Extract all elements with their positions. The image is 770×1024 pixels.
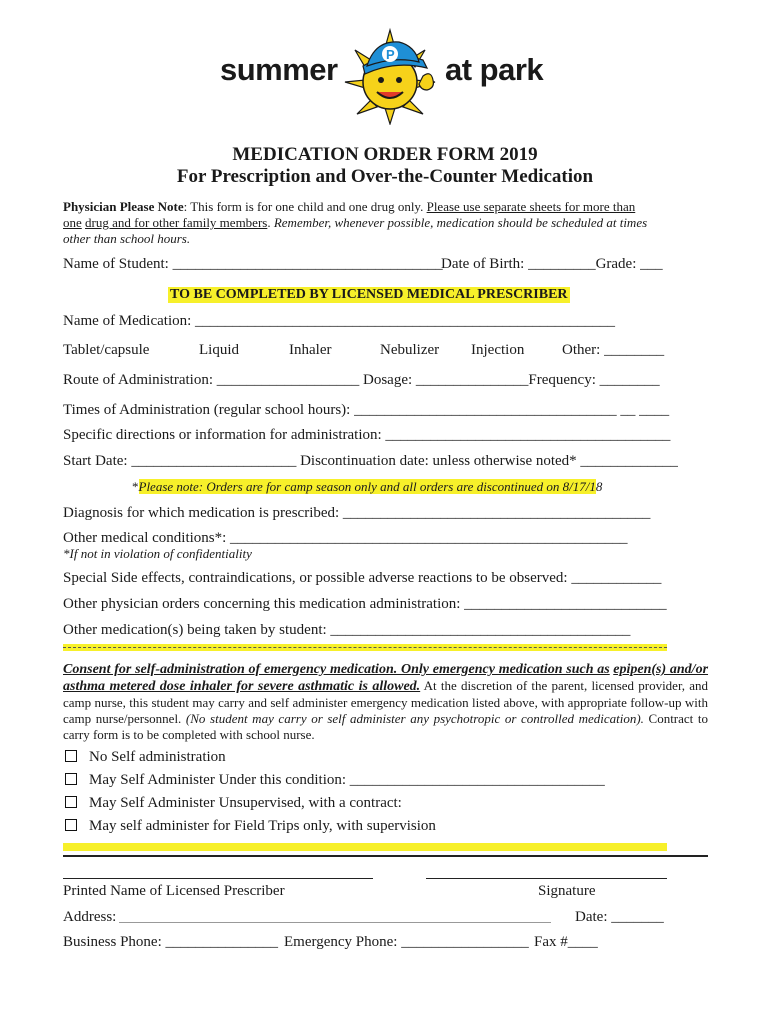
business-phone-field[interactable]: Business Phone: _______________ <box>63 934 279 950</box>
fax-field[interactable]: Fax #____ <box>534 934 598 950</box>
dob-grade-field[interactable]: Date of Birth: _________Grade: ___ <box>441 256 663 272</box>
start-discontinuation-field[interactable]: Start Date: ______________________ Discontinuation date: unless otherwise noted* _____________ <box>63 453 678 469</box>
option-self-administer-condition[interactable]: May Self Administer Under this condition: __________________________________ <box>65 772 605 789</box>
route-dosage-frequency-field[interactable]: Route of Administration: ___________________ Dosage: _______________Frequency: ________ <box>63 372 660 388</box>
student-name-field[interactable]: Name of Student: ____________________________________ <box>63 256 443 272</box>
logo-right-word: at park <box>445 52 544 87</box>
printed-name-line[interactable] <box>63 878 373 879</box>
form-injection: Injection <box>471 342 525 358</box>
date-field[interactable]: Date: _______ <box>575 909 664 925</box>
side-effects-field[interactable]: Special Side effects, contraindications, or possible adverse reactions to be observed: ____________ <box>63 570 662 586</box>
page-title: MEDICATION ORDER FORM 2019 <box>232 144 538 165</box>
form-other-field[interactable]: Other: ________ <box>562 342 665 358</box>
form-tablet-capsule: Tablet/capsule <box>63 342 150 358</box>
option-self-administer-unsupervised[interactable]: May Self Administer Unsupervised, with a contract: <box>65 795 402 812</box>
checkbox-icon[interactable] <box>65 819 77 831</box>
diagnosis-field[interactable]: Diagnosis for which medication is prescribed: _________________________________________ <box>63 505 651 521</box>
option-field-trips-only[interactable]: May self administer for Field Trips only, with supervision <box>65 818 436 835</box>
form-liquid: Liquid <box>199 342 239 358</box>
times-of-administration-field[interactable]: Times of Administration (regular school hours): ___________________________________ __ ____ <box>63 402 670 418</box>
other-medications-field[interactable]: Other medication(s) being taken by student: ________________________________________ <box>63 622 631 638</box>
specific-directions-field[interactable]: Specific directions or information for administration: ______________________________________ <box>63 427 671 443</box>
sun-mascot-logo <box>335 20 445 125</box>
checkbox-icon[interactable] <box>65 773 77 785</box>
form-nebulizer: Nebulizer <box>380 342 440 358</box>
printed-name-label: Printed Name of Licensed Prescriber <box>63 883 285 899</box>
other-medical-conditions-field[interactable]: Other medical conditions*: _____________________________________________________ <box>63 530 628 546</box>
checkbox-icon[interactable] <box>65 796 77 808</box>
confidentiality-note: *If not in violation of confidentiality <box>63 546 252 561</box>
section-divider <box>63 855 708 857</box>
page-subtitle: For Prescription and Over-the-Counter Medication <box>176 166 594 187</box>
form-inhaler: Inhaler <box>289 342 332 358</box>
address-line[interactable] <box>119 922 551 923</box>
camp-season-note: *Please note: Orders are for camp season only and all orders are discontinued on 8/17/18 <box>132 479 603 494</box>
consent-paragraph: Consent for self-administration of emergency medication. Only emergency medication such as epipen(s) and/or asthma metered dose inhaler for severe asthmatic is allowed. At the discretion of the parent, licensed provider, and camp nurse, this student may carry and self administer emergency medication listed above, with appropriate follow-up with camp nurse/personnel. (No student may carry or self administer any psychotropic or controlled medication). Contract to carry form is to be completed with school nurse. <box>63 662 709 742</box>
cap-letter: P <box>386 47 395 62</box>
separator-line <box>63 647 667 648</box>
physician-note: Physician Please Note: This form is for one child and one drug only. Please use separate sheets for more than one drug and for other family members. Remember, whenever possible, medication should be scheduled at times other than school hours. <box>63 199 648 246</box>
highlight-band <box>63 843 667 851</box>
thumbs-up-hand <box>419 74 433 90</box>
prescriber-banner: TO BE COMPLETED BY LICENSED MEDICAL PRESCRIBER <box>170 287 568 302</box>
medication-name-field[interactable]: Name of Medication: ________________________________________________________ <box>63 313 616 329</box>
emergency-phone-field[interactable]: Emergency Phone: _________________ <box>284 934 529 950</box>
signature-line[interactable] <box>426 878 667 879</box>
option-no-self-administration[interactable]: No Self administration <box>65 749 226 766</box>
logo-left-word: summer <box>220 52 338 87</box>
address-label: Address: <box>63 909 117 925</box>
other-physician-orders-field[interactable]: Other physician orders concerning this medication administration: ___________________________ <box>63 596 667 612</box>
signature-label: Signature <box>538 883 596 899</box>
checkbox-icon[interactable] <box>65 750 77 762</box>
